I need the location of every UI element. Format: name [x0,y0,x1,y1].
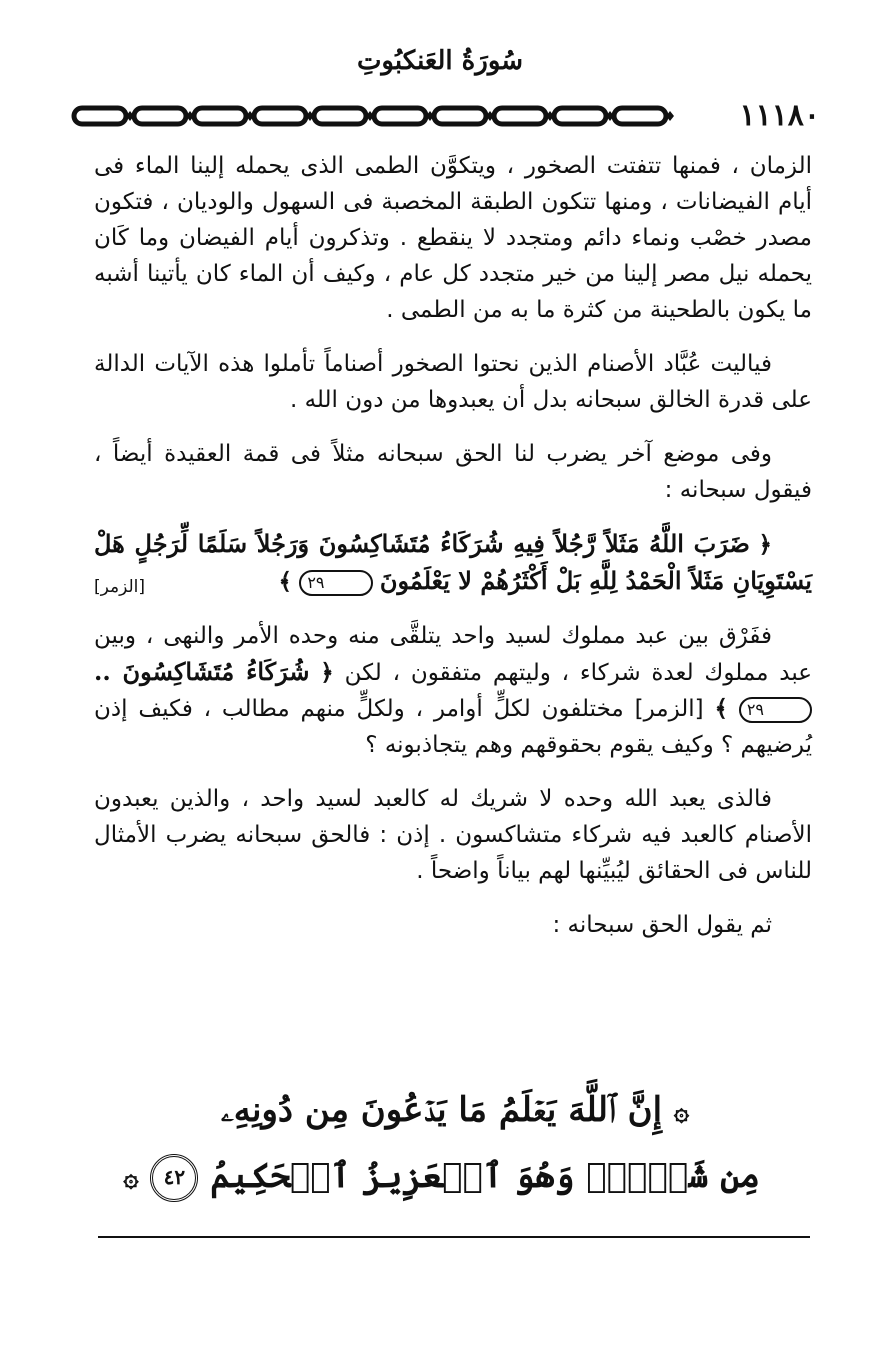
verse-line-2-text: مِن شَيۡءٖۚ وَهُوَ ٱلۡعَزِيزُ ٱلۡحَكِيمُ [210,1156,760,1196]
paragraph-4-part-a: ففَرْق بين عبد مملوك لسيد واحد يتلقَّى منه وحده الأمر والنهى ، وبين عبد مملوك لعدة شركاء ، وليتهم متفقون ، لكن [94,623,813,686]
chain-ornament-icon [68,96,830,136]
chain-link [554,108,606,124]
paragraph-2: فياليت عُبَّاد الأصنام الذين نحتوا الصخور أصناماً تأملوا هذه الآيات الدالة على قدرة الخالق سبحانه بدل أن يعبدوها من دون الله . [94,351,812,413]
ayah-number-badge: ٢٩ [299,570,372,596]
verse-close-ornament-icon: ۞ [123,1163,139,1193]
surah-title: سُورَةُ العَنكبُوتِ [356,46,524,76]
chain-link [374,108,426,124]
inline-quote-open-bracket: ﴿ [320,659,334,686]
body-text [94,148,812,961]
chain-link [494,108,546,124]
ayah-medallion: ٤٢ [150,1154,198,1202]
inline-ayah-number-badge: ٢٩ [739,697,812,723]
paragraph-5: فالذى يعبد الله وحده لا شريك له كالعبد لسيد واحد ، والذين يعبدون الأصنام كالعبد فيه شركاء متشاكسون . إذن : فالحق سبحانه يضرب الأمثال للناس فى الحقائق ليُبيِّنها لهم بياناً واضحاً . [94,786,812,884]
quran-quote-block [94,526,812,600]
chain-link [614,108,666,124]
inline-surah-reference: [الزمر] [634,696,704,722]
chain-link [434,108,486,124]
inline-quote-close-bracket: ﴾ [714,695,728,722]
verse-open-ornament-icon: ۞ [673,1097,690,1127]
page-number: ١١١٨٠ [739,98,820,133]
quran-verse-block [123,1078,760,1210]
surah-reference: [الزمر] [94,577,146,597]
chain-link [314,108,366,124]
paragraph-3: وفى موضع آخر يضرب لنا الحق سبحانه مثلاً فى قمة العقيدة أيضاً ، فيقول سبحانه : [94,441,812,503]
quran-quote-text: ضَرَبَ اللَّهُ مَثَلاً رَّجُلاً فِيهِ شُرَكَاءُ مُتَشَاكِسُونَ وَرَجُلاً سَلَمًا لِّرَجُلٍ هَلْ يَسْتَوِيَانِ مَثَلاً الْحَمْدُ لِلَّهِ بَلْ أَكْثَرُهُمْ لا يَعْلَمُونَ [94,529,812,595]
paragraph-4 [94,618,812,763]
verse-line-1 [150,1078,760,1144]
footer-divider [98,1236,810,1238]
quote-open-bracket: ﴿ [758,531,773,558]
decorative-chain-rule [68,96,830,136]
quote-close-bracket: ﴾ [278,568,292,595]
chain-link [74,108,126,124]
paragraph-1: الزمان ، فمنها تتفتت الصخور ، ويتكوَّن الطمى الذى يحمله إلينا الماء فى أيام الفيضانات ، ومنها تتكون الطبقة المخصبة فى السهول والوديان ، فتكون مصدر خصْب ونماء دائم ومتجدد لا ينقطع . وتذكرون أيام الفيضان وما كَان يحمله نيل مصر إلينا من خير متجدد كل عام ، وكيف أن الماء كان يأتينا أشبه ما يكون بالطحينة من كثرة ما به من الطمى . [94,153,812,323]
chain-link [194,108,246,124]
chain-link [254,108,306,124]
verse-line-1-text: إِنَّ ٱللَّهَ يَعۡلَمُ مَا يَدۡعُونَ مِن دُونِهِۦ [220,1090,663,1130]
chain-link [134,108,186,124]
paragraph-4-part-b: مختلفون لكلٍّ أوامر ، ولكلٍّ منهم مطالب ، فكيف إذن يُرضيهم ؟ وكيف يقوم بحقوقهم وهم يتجاذبونه ؟ [94,696,812,758]
verse-line-2 [123,1144,760,1210]
inline-quran-quote: شُرَكَاءُ مُتَشَاكِسُونَ .. [94,657,310,686]
paragraph-6: ثم يقول الحق سبحانه : [552,912,772,938]
